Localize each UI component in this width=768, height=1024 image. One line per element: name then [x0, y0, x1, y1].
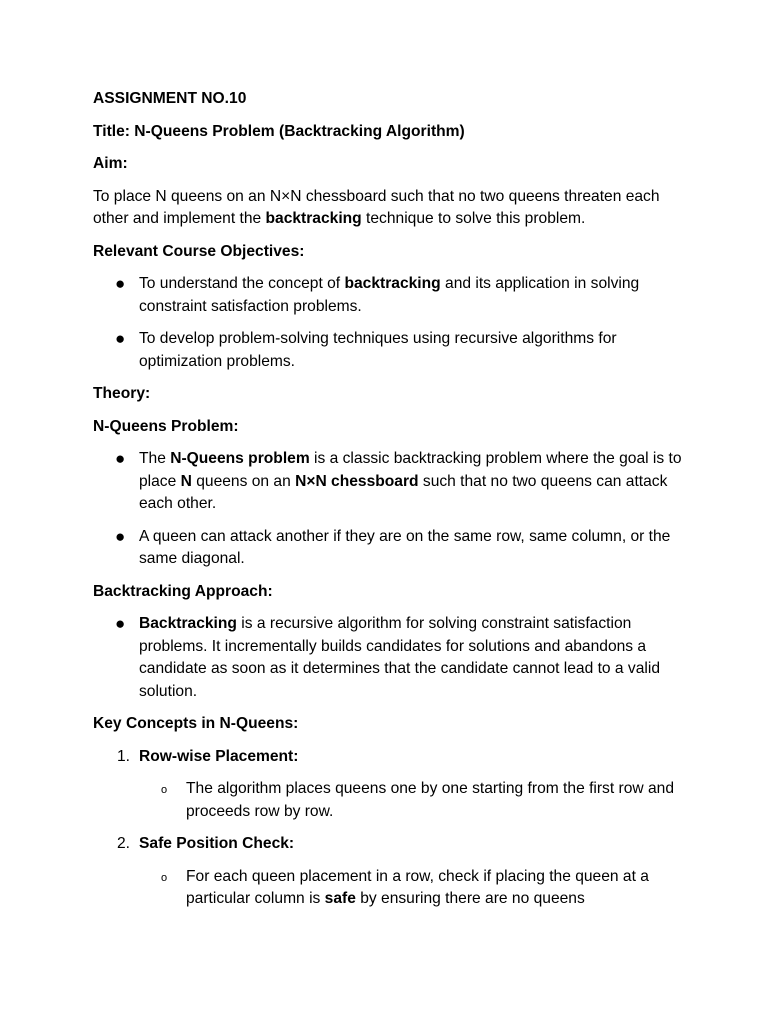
backtracking-item-1: [93, 613, 683, 703]
theory-heading: Theory:: [93, 385, 151, 402]
key-concept-item-1: [93, 746, 683, 824]
list-number: 2.: [117, 835, 131, 852]
nq-1-bold-2: N: [180, 472, 192, 490]
nq-1-bold-1: N-Queens problem: [170, 450, 310, 467]
objective-1-text-1: To understand the concept of: [139, 275, 345, 292]
bt-1-bold: Backtracking: [139, 615, 237, 632]
key-concepts-list: [93, 746, 683, 911]
nqueens-problem-heading: N-Queens Problem:: [93, 417, 239, 435]
bullet-icon: ●: [115, 526, 126, 546]
objective-1-text-2: and its application in solving constraint satisfaction problems.: [139, 275, 640, 315]
nq-1-text-3: queens on an: [191, 472, 296, 490]
key-concept-2-title: Safe Position Check:: [139, 835, 295, 852]
circle-bullet-icon: o: [161, 784, 168, 796]
bullet-icon: ●: [115, 329, 126, 348]
nqueens-list: [93, 448, 683, 571]
key-concept-2-sub-text-2: by ensuring there are no queens: [355, 890, 585, 907]
nqueens-item-2: [93, 526, 683, 571]
key-concept-2-sub-text-1: For each queen placement in a row, check if placing the queen at a particular column is: [186, 867, 649, 907]
bullet-icon: ●: [115, 614, 126, 633]
key-concept-1-sub-item: [139, 778, 683, 823]
key-concept-item-2: [93, 833, 683, 911]
backtracking-list: [93, 613, 683, 703]
nq-1-text-1: The: [139, 450, 171, 467]
backtracking-approach-heading: Backtracking Approach:: [93, 582, 273, 600]
nq-1-text-4: such that no two queens can attack each other.: [139, 472, 668, 512]
document-body: [93, 88, 683, 921]
objective-2-text: To develop problem-solving techniques using recursive algorithms for optimization problems.: [139, 330, 617, 370]
nq-2-text: A queen can attack another if they are on the same row, same column, or the same diagonal.: [139, 527, 671, 567]
list-number: 1.: [117, 747, 131, 765]
aim-bold-backtracking: backtracking: [265, 210, 362, 227]
key-concepts-heading: Key Concepts in N-Queens:: [93, 715, 299, 732]
nqueens-item-1: [93, 448, 683, 516]
bt-1-text: is a recursive algorithm for solving constraint satisfaction problems. It incrementally builds candidates for solutions and abandons a candidate as soon as it determines that the candidate cannot lead to a valid solution.: [139, 615, 661, 700]
key-concept-2-sub-bold: safe: [324, 890, 356, 907]
aim-text-2: technique to solve this problem.: [361, 210, 586, 227]
key-concept-2-sub-item: [139, 866, 683, 911]
key-concept-1-title: Row-wise Placement:: [139, 747, 299, 765]
objective-1-bold: backtracking: [344, 275, 441, 292]
objectives-heading: Relevant Course Objectives:: [93, 242, 305, 260]
objective-item-1: [93, 273, 683, 318]
bullet-icon: ●: [115, 274, 126, 293]
objectives-list: [93, 273, 683, 373]
objective-item-2: [93, 328, 683, 373]
key-concept-1-sublist: [139, 778, 683, 823]
assignment-heading: ASSIGNMENT NO.10: [93, 90, 247, 107]
key-concept-2-sublist: [139, 866, 683, 911]
key-concept-1-sub-text: The algorithm places queens one by one starting from the first row and proceeds row by row.: [186, 780, 674, 820]
bullet-icon: ●: [115, 449, 126, 468]
circle-bullet-icon: o: [161, 871, 168, 884]
aim-paragraph: [93, 186, 683, 231]
nq-1-bold-3: N×N chessboard: [295, 472, 419, 490]
nq-1-text-2: is a classic backtracking problem where the goal is to place: [139, 450, 682, 490]
aim-text-1: To place N queens on an N×N chessboard such that no two queens threaten each other and implement the: [93, 187, 660, 227]
document-title: Title: N-Queens Problem (Backtracking Algorithm): [93, 122, 465, 140]
aim-heading: Aim:: [93, 155, 128, 172]
